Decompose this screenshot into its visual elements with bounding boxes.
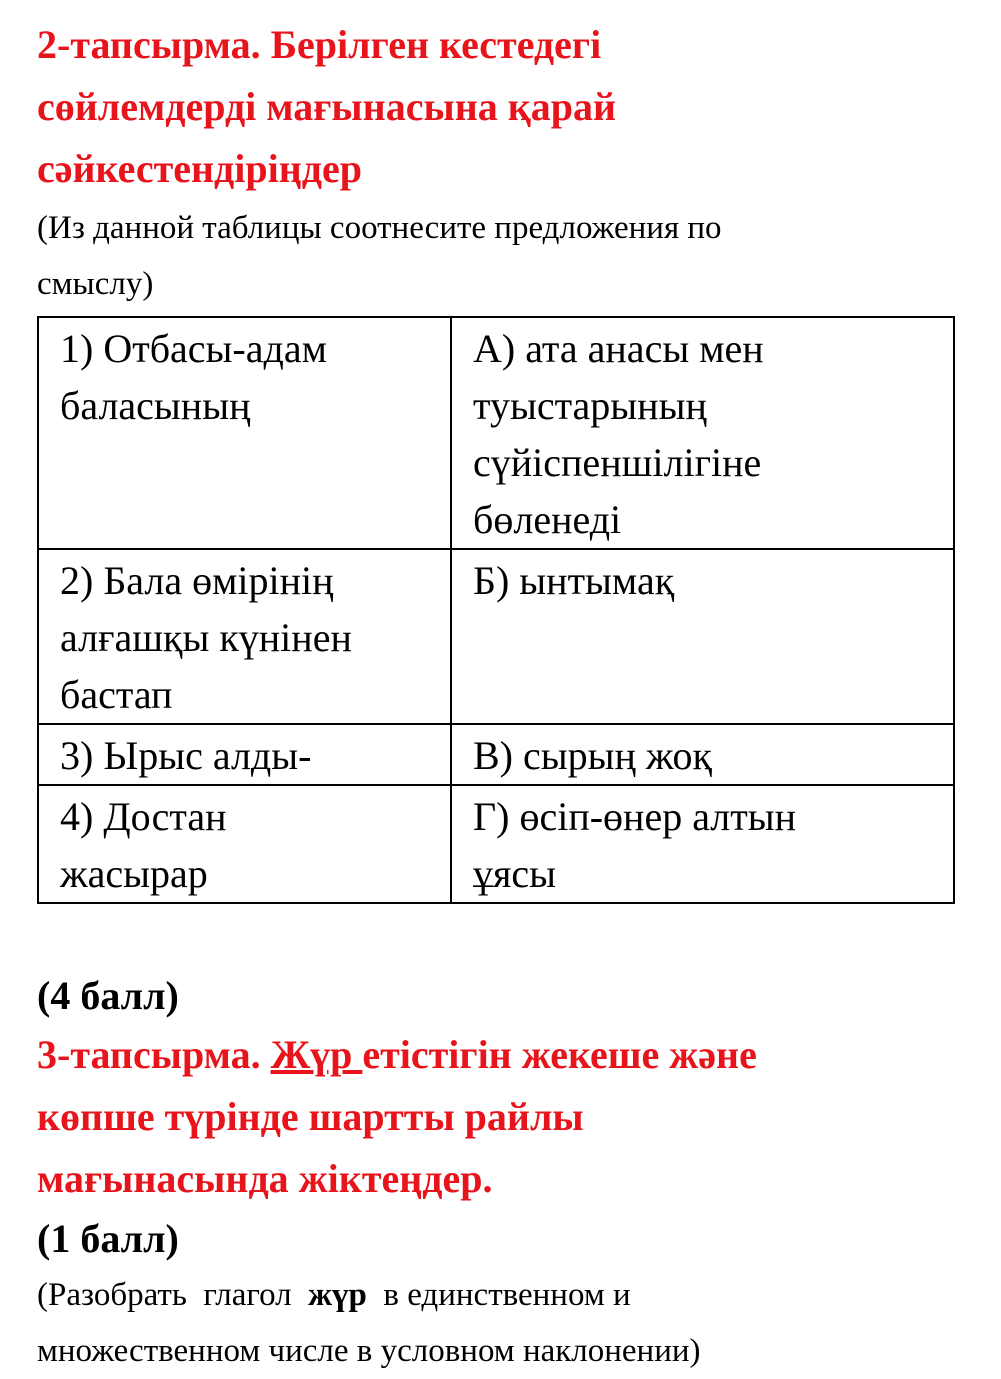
cell-line: туыстарының (473, 383, 707, 428)
cell-line: сүйіспеншілігіне (473, 440, 762, 485)
cell-line: 3) Ырыс алды- (60, 733, 312, 778)
cell-line: алғашқы күнінен (60, 615, 352, 660)
task3-title (37, 1024, 967, 1210)
table-cell-left (38, 549, 451, 724)
cell-line: ұясы (473, 851, 557, 896)
task3-title-prefix: 3-тапсырма. (37, 1032, 271, 1077)
task3-translation-line (37, 1267, 967, 1323)
document-page (37, 14, 967, 1379)
cell-line: 2) Бала өмірінің (60, 558, 334, 603)
task3-title-rest: етістігін жекеше және (362, 1032, 757, 1077)
cell-line: Б) ынтымақ (473, 558, 675, 603)
task3-title-underlined: Жүр (270, 1032, 363, 1077)
cell-line: бастап (60, 672, 173, 717)
cell-line: бөленеді (473, 497, 622, 542)
task3-translation (37, 1267, 967, 1379)
table-cell-right (451, 317, 954, 549)
table-cell-left (38, 317, 451, 549)
table-cell-right (451, 785, 954, 903)
task3-translation-bold: жүр (308, 1277, 367, 1313)
cell-line: Г) өсіп-өнер алтын (473, 794, 797, 839)
table-row (38, 785, 954, 903)
matching-table (37, 316, 955, 904)
task3-translation-end: в единственном и (366, 1277, 631, 1313)
task2-translation-line: смыслу) (37, 266, 154, 302)
table-cell-right (451, 724, 954, 785)
cell-line: В) сырың жоқ (473, 733, 712, 778)
task3-translation-start: (Разобрать глагол (37, 1277, 309, 1313)
task2-title-line: сөйлемдерді мағынасына қарай (37, 84, 617, 129)
table-cell-left (38, 785, 451, 903)
table-row (38, 317, 954, 549)
table-row (38, 549, 954, 724)
task3-title-line (37, 1024, 967, 1086)
cell-line: А) ата анасы мен (473, 326, 764, 371)
cell-line: 1) Отбасы-адам (60, 326, 327, 371)
cell-line: баласының (60, 383, 251, 428)
task3-translation-line: множественном числе в условном наклонении) (37, 1333, 701, 1369)
task2-title-line: сәйкестендіріңдер (37, 146, 363, 191)
task2-translation (37, 200, 967, 312)
task2-score: (4 балл) (37, 973, 179, 1018)
table-cell-left (38, 724, 451, 785)
table-cell-right (451, 549, 954, 724)
task2-translation-line: (Из данной таблицы соотнесите предложения по (37, 210, 722, 246)
cell-line: жасырар (60, 851, 208, 896)
task2-title-line: 2-тапсырма. Берілген кестедегі (37, 22, 602, 67)
task2-title (37, 14, 967, 200)
task3-title-line: көпше түрінде шартты райлы (37, 1094, 584, 1139)
task3-score: (1 балл) (37, 1216, 179, 1261)
task3-title-line: мағынасында жіктеңдер. (37, 1156, 493, 1201)
table-row (38, 724, 954, 785)
cell-line: 4) Достан (60, 794, 227, 839)
